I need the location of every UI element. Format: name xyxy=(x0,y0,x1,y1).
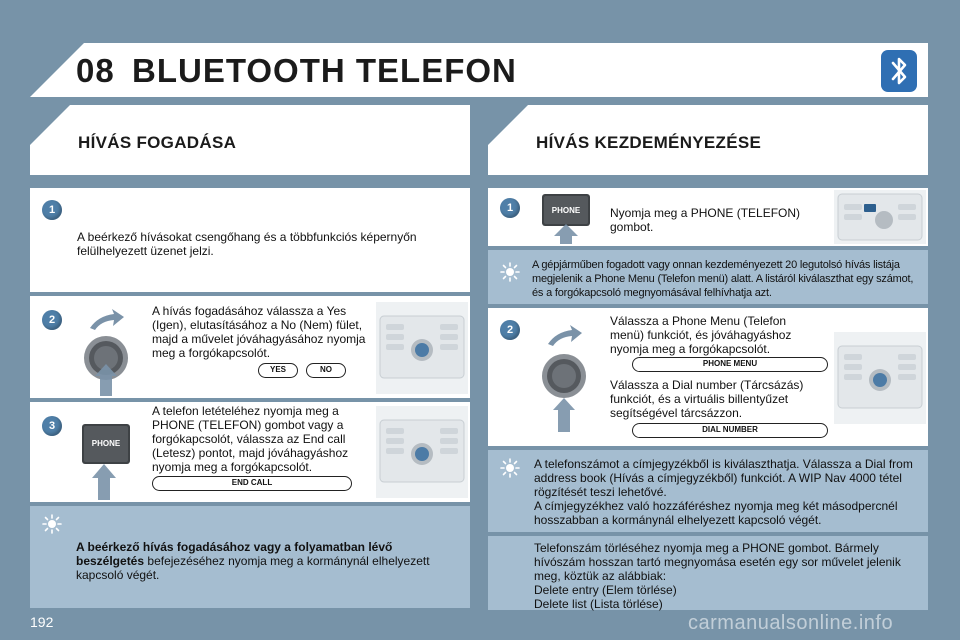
phone-label: PHONE xyxy=(91,439,121,448)
dial-number-button[interactable]: DIAL NUMBER xyxy=(632,423,828,438)
left-step3-panel xyxy=(30,402,470,502)
section-title: HÍVÁS FOGADÁSA xyxy=(78,133,237,152)
step-text: A telefon letételéhez nyomja meg a PHONE (TELEFON) gombot vagy a forgókapcsolót, válassza az End call (Letesz) pontot, majd jóváhagyáshoz nyomja meg a forgókapcsolót. xyxy=(152,404,349,474)
section-receive-call xyxy=(30,105,470,175)
radio-panel-image xyxy=(376,406,468,498)
watermark-text: carmanualsonline.info xyxy=(688,612,894,634)
tip-text: befejezéséhez nyomja meg a kormánynál elhelyezett kapcsoló végét. xyxy=(76,554,430,582)
radio-panel-image xyxy=(376,302,468,394)
bluetooth-icon xyxy=(881,50,917,92)
left-tip-panel xyxy=(30,506,470,608)
lightbulb-icon xyxy=(500,458,520,478)
page-number: 192 xyxy=(30,614,54,630)
yes-button[interactable]: YES xyxy=(258,363,298,378)
section-make-call xyxy=(488,105,928,175)
left-step2-panel xyxy=(30,296,470,398)
right-step1-panel xyxy=(488,188,928,246)
tip-bold-text: A beérkező hívás fogadásához vagy a folyamatban lévő beszélgetés xyxy=(76,540,393,568)
no-button[interactable]: NO xyxy=(306,363,346,378)
rotary-knob-icon xyxy=(534,324,594,414)
left-step1-panel xyxy=(30,188,470,292)
tip-text: A gépjárműben fogadott vagy onnan kezdeményezett 20 legutolsó hívás listája megjelenik a Phone Menu (Telefon menü) alatt. A listáról kiválaszthat egy számot, és a forgókapcsoló megnyomásával felhívhatja azt. xyxy=(532,259,914,299)
step-badge: 2 xyxy=(42,310,62,330)
tip-text: A telefonszámot a címjegyzékből is kiválaszthatja. Válassza a Dial from address book (Hívás a címjegyzékből) funkciót. A WIP Nav 4000 tétel rögzítését teszi lehetővé. A címjegyzékhez való hozzáféréshez nyomja meg két másodpercnél hosszabban a kormánynál elhelyezett kapcsoló végét. xyxy=(534,457,913,527)
right-tip3-panel xyxy=(488,536,928,610)
step-text: Nyomja meg a PHONE (TELEFON) gombot. xyxy=(610,206,801,234)
rotary-knob-icon xyxy=(76,308,136,398)
right-tip1-panel xyxy=(488,250,928,304)
radio-panel-image xyxy=(834,190,926,244)
step-text: Válassza a Phone Menu (Telefon menü) funkciót, és jóváhagyáshoz nyomja meg a forgókapcsolót. xyxy=(610,314,792,356)
phone-button-icon xyxy=(80,418,136,502)
phone-label: PHONE xyxy=(551,206,581,215)
phone-menu-button[interactable]: PHONE MENU xyxy=(632,357,828,372)
lightbulb-icon xyxy=(42,514,62,534)
lightbulb-icon xyxy=(500,262,520,282)
radio-panel-image xyxy=(834,332,926,424)
tip-text: Telefonszám törléséhez nyomja meg a PHONE gombot. Bármely hívószám hosszan tartó megnyomása esetén egy sor művelet jelenik meg, köztük az alábbiak: Delete entry (Elem törlése) Delete list (Lista törlése) xyxy=(534,541,901,611)
section-title: HÍVÁS KEZDEMÉNYEZÉSE xyxy=(536,133,762,152)
right-step2-panel xyxy=(488,308,928,446)
step-text: A hívás fogadásához válassza a Yes (Igen), elutasításához a No (Nem) fület, majd a művelet jóváhagyásához nyomja meg a forgókapcsolót. xyxy=(152,304,366,360)
right-tip2-panel xyxy=(488,450,928,532)
step-badge: 2 xyxy=(500,320,520,340)
step-badge: 1 xyxy=(42,200,62,220)
step-text: Válassza a Dial number (Tárcsázás) funkciót, és a virtuális billentyűzet segítségével tárcsázzon. xyxy=(610,378,804,420)
step-text: A beérkező hívásokat csengőhang és a többfunkciós képernyőn felülhelyezett üzenet jelzi. xyxy=(77,230,417,258)
end-call-button[interactable]: END CALL xyxy=(152,476,352,491)
step-badge: 3 xyxy=(42,416,62,436)
step-badge: 1 xyxy=(500,198,520,218)
page-title: BLUETOOTH TELEFON xyxy=(132,52,517,89)
phone-button-icon xyxy=(540,192,596,244)
chapter-number: 08 xyxy=(76,52,115,89)
